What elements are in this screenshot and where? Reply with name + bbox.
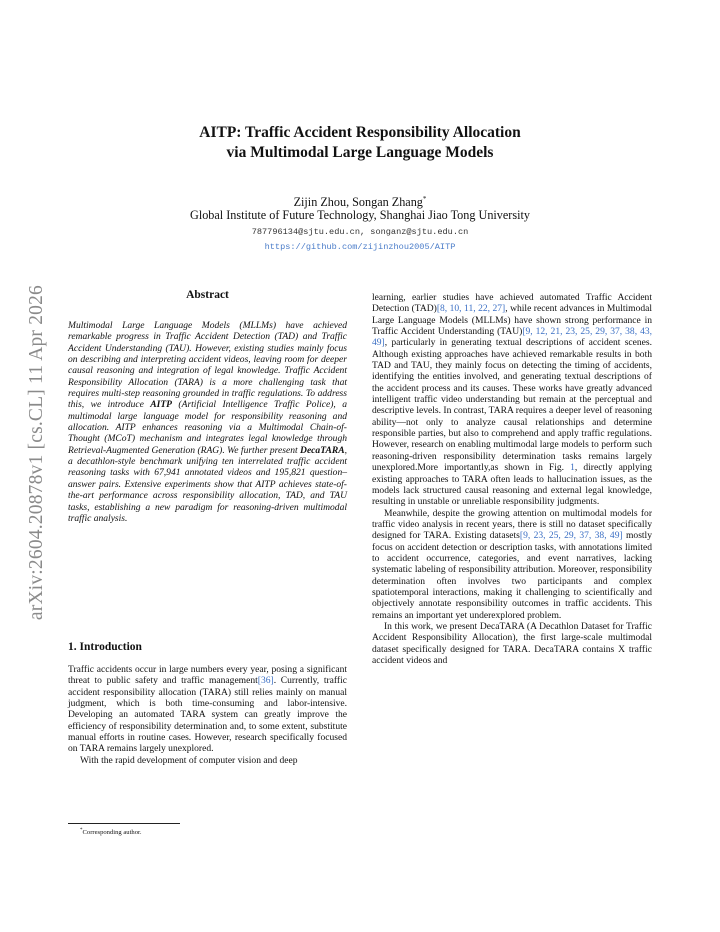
citation-tad[interactable]: [8, 10, 11, 22, 27] <box>436 303 506 315</box>
citation-36[interactable]: [36] <box>257 675 274 687</box>
intro-paragraph-2: With the rapid development of computer vision and deep <box>80 754 298 766</box>
right-p1-a: learning, earlier studies have achieved automated Traffic Accident Detection (TAD) <box>372 292 652 315</box>
right-paragraph-1 <box>372 292 652 508</box>
footnote-text: Corresponding author. <box>82 829 142 837</box>
affiliation: Global Institute of Future Technology, Shanghai Jiao Tong University <box>190 208 530 222</box>
author-mark: * <box>422 195 427 203</box>
right-p1-e: , directly applying existing approaches to TARA often leads to hallucination issues, as the models lack structured causal reasoning and external legal knowledge, resulting in unstable or unreliable responsibility judgments. <box>372 462 652 508</box>
footnote-rule <box>68 823 180 824</box>
right-paragraph-2 <box>372 508 652 621</box>
footnote <box>80 826 141 837</box>
title-line-1: AITP: Traffic Accident Responsibility Allocation <box>199 124 521 141</box>
citation-datasets[interactable]: [9, 23, 25, 29, 37, 38, 49] <box>519 530 623 542</box>
right-p2-a: Meanwhile, despite the growing attention on multimodal models for traffic video analysis in recent years, there is still no dataset specifically designed for TARA. Existing datasets <box>372 507 652 542</box>
author-names: Zijin Zhou, Songan Zhang <box>293 195 423 210</box>
title-line-2: via Multimodal Large Language Models <box>226 144 494 161</box>
right-p1-d: , particularly in generating textual descriptions of accident scenes. Although existing approaches have achieved remarkable results in both TAD and TAU, they mainly focus on detecting the timing of accidents, identifying the entities involved, and generating textual descriptions of the accident process and its causes. These works have greatly advanced intelligent traffic video understanding but remain at the perceptual and descriptive levels. In contrast, TARA requires a deeper level of reasoning ability—not only to analyze causal relationships and determine responsible parties, but also to comprehend and apply traffic regulations. However, research on enabling multimodal large models to perform such reasoning-driven responsibility determination tasks remains largely unexplored.More importantly,as shown in Fig. <box>372 337 652 474</box>
right-paragraph-3: In this work, we present DecaTARA (A Decathlon Dataset for Traffic Accident Responsibility Allocation), the first large-scale multimodal dataset specifically designed for TARA. DecaTARA contains X traffic accident videos and <box>372 620 652 666</box>
citation-tau[interactable]: [9, 12, 21, 23, 25, 29, 37, 38, 43, 49] <box>372 326 652 349</box>
intro-body <box>68 664 347 766</box>
footnote-mark: * <box>80 828 83 833</box>
arxiv-watermark <box>17 260 57 645</box>
intro-p1-b: . Currently, traffic accident responsibility allocation (TARA) still relies mainly on manual judgment, which is both time-consuming and labor-intensive. Developing an automated TARA system can greatly improve the efficiency of responsibility determination and, to some extent, substitute manual efforts in routine cases. However, research specifically focused on TARA remains largely unexplored. <box>68 675 347 755</box>
intro-p1-a: Traffic accidents occur in large numbers every year, posing a significant threat to public safety and traffic management <box>68 664 347 687</box>
author-emails: 787796134@sjtu.edu.cn, songanz@sjtu.edu.cn <box>251 227 469 237</box>
paper-title <box>100 123 620 163</box>
right-p1-b: , while recent advances in Multimodal Large Language Models (MLLMs) have shown strong performance in Traffic Accident Understanding (TAU) <box>372 303 653 338</box>
abstract-aitp: AITP <box>150 399 173 411</box>
abstract-part-1: Multimodal Large Language Models (MLLMs) have achieved remarkable progress in Traffic Accident Detection (TAD) and Traffic Accident Understanding (TAU). However, existing studies mainly focus on describing and interpreting accident videos, leaving room for deeper causal reasoning and integration of legal knowledge. Traffic Accident Responsibility Allocation (TARA) is a more challenging task that requires multi-step reasoning grounded in traffic regulations. To address this, we introduce <box>68 320 347 411</box>
abstract-part-3: , a decathlon-style benchmark unifying ten interrelated traffic accident reasoning tasks with 67,941 annotated videos and 195,821 question–answer pairs. Extensive experiments show that AITP achieves state-of-the-art performance across responsibility allocation, TAD, and TAU tasks, establishing a new paradigm for reasoning-driven multimodal traffic analysis. <box>68 444 347 524</box>
abstract-decatara: DecaTARA <box>300 444 345 456</box>
abstract-body <box>68 320 347 524</box>
right-column <box>372 292 652 666</box>
abstract-heading: Abstract <box>186 289 229 301</box>
intro-paragraph-1 <box>68 664 347 755</box>
right-p2-b: mostly focus on accident detection or description tasks, with annotations limited to accident occurrence, categories, and event narratives, lacking systematic labeling of responsibility attribution. Moreover, responsibility determination often involves two participants and complex spatiotemporal interactions, making it challenging to scientifically and objectively annotate responsibility outcomes in traffic accidents. This remains an important yet underexplored problem. <box>372 530 652 621</box>
intro-heading: 1. Introduction <box>68 641 142 653</box>
figure-ref-1[interactable]: 1 <box>570 462 575 474</box>
abstract-part-2: (Artificial Intelligence Traffic Police), a multimodal large language model for responsibility reasoning and allocation. AITP enhances reasoning via a Multimodal Chain-of-Thought (MCoT) mechanism and integrates legal knowledge through Retrieval-Augmented Generation (RAG). We further present <box>68 399 347 456</box>
project-link[interactable]: https://github.com/zijinzhou2005/AITP <box>264 242 456 252</box>
arxiv-id: arXiv:2604.20878v1 [cs.CL] 11 Apr 2026 <box>26 284 47 621</box>
